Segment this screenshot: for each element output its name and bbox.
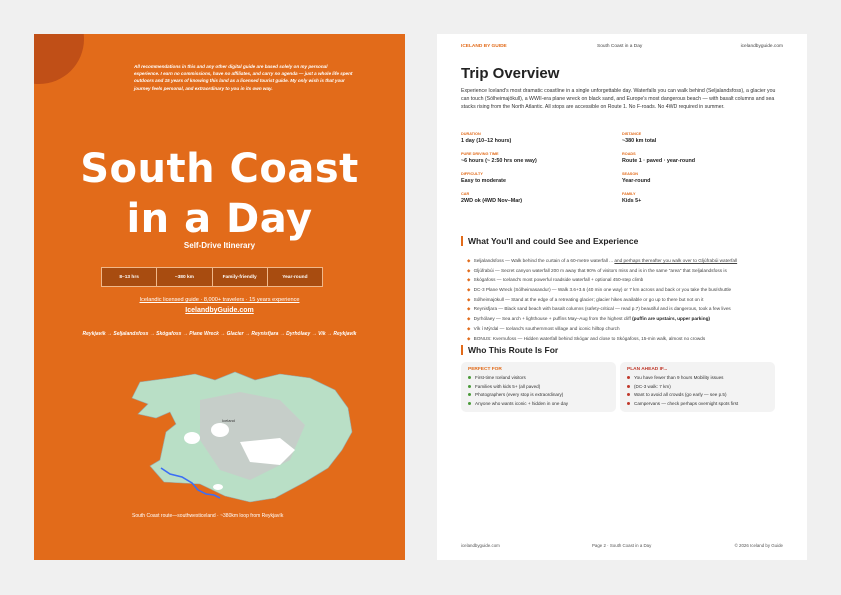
website-link[interactable]: IcelandbyGuide.com [185,307,254,314]
intro-text: Experience Iceland's most dramatic coastline in a single unforgettable day. Waterfalls you can walk behind (Seljalandsfoss), a glacier you can touch (Sólheimajökull), a WWII-era plane wreck on black sand, and Europe's most dangerous beach — with basalt columns and sea stacks rising from the North Atlantic. All stops are accessible on Route 1. No F-roads. No 4WD required in summer. [461,88,776,110]
list-item: ◆ DC-3 Plane Wreck (Sólheimasandur) — Walk 3.6+3.6 (40 min one way) or 7 km across and back or you take the bus/shuttle [467,287,732,293]
list-item: ◆ Vík í Mýrdal — Iceland's southernmost village and iconic hilltop church [467,325,620,331]
list-item: You have fewer than 9 hours Mobility issues [627,374,768,383]
header-site: icelandbyguide.com [740,44,783,49]
list-item: ◆ Gljúfrabúi — Secret canyon waterfall 200 m away that 90% of visitors miss and is in the same "area" that Seljalandsfoss is [467,267,727,273]
plan-ahead-card: PLAN AHEAD IF... You have fewer than 9 hours Mobility issues (DC-3 walk: 7 km) Want to avoid all crowds (go early — see p.5) Campervans — check perhaps overnight spots first [620,362,775,412]
page-title: Trip Overview [461,65,560,82]
perfect-for-card: PERFECT FOR First-time Iceland visitors Families with kids 5+ (all paved) Photographers (every stop is extraordinary) Anyone who wants iconic + hidden in one day [461,362,616,412]
bullet-icon [468,385,471,388]
footer-page: Page 2 · South Coast in a Day [592,543,652,548]
iceland-route-map [130,370,360,505]
list-item: ◆ Seljalandsfoss — Walk behind the curtain of a 60-metre waterfall ... and perhaps thereafter you walk over to Gljúfrabúi waterfall [467,258,738,263]
bullet-icon: ◆ [467,287,471,293]
corner-decoration [34,34,84,84]
chip-hours: 8–13 hrs [102,268,157,286]
header-title: South Coast in a Day [597,44,643,49]
stops-list [467,256,797,343]
bullet-icon: ◆ [467,277,471,283]
title-line-2: in a Day [126,196,313,242]
chip-season: Year-round [268,268,322,286]
fact: SEASON Year-round [622,172,651,184]
bullet-icon [627,393,630,396]
fact: ROADS Route 1 · paved · year-round [622,152,696,164]
bullet-icon: ◆ [467,316,471,322]
footer-site: icelandbyguide.com [461,543,500,548]
list-item: First-time Iceland visitors [468,374,609,383]
list-item: ◆ Reynisfjara — Black sand beach with basalt columns (safety-critical — read p.7) beautiful and is dangerous, took a few lives [467,306,731,312]
cover-page [34,34,405,560]
cover-subtitle: Self-Drive Itinerary [183,241,256,250]
list-item: ◆ BONUS: Kvernufoss — Hidden waterfall behind Skógar and close to Skógafoss, 15-min walk, almost no crowds [467,335,706,341]
bullet-icon [627,376,630,379]
fact: FAMILY Kids 5+ [622,192,642,204]
title-line-1: South Coast [80,146,359,192]
bullet-icon: ◆ [467,296,471,302]
list-item: ◆ Dyrhólaey — Sea arch + lighthouse + puffins May–Aug from the highest cliff (puffin are upstairs, upper parking) [467,316,710,322]
bullet-icon [468,376,471,379]
bullet-icon: ◆ [467,335,471,341]
footer-copyright: © 2026 Iceland by Guide [734,543,783,548]
list-item: (DC-3 walk: 7 km) [627,383,768,392]
bullet-icon: ◆ [467,325,471,331]
bullet-icon: ◆ [467,306,471,312]
fact: DIFFICULTY Easy to moderate [461,172,506,184]
overview-page [437,34,807,560]
bullet-icon: ◆ [467,258,471,263]
bullet-icon [627,402,630,405]
chip-family: Family-friendly [213,268,268,286]
bullet-icon: ◆ [467,267,471,273]
list-item: Families with kids 5+ (all paved) [468,383,609,392]
fact: PURE DRIVING TIME ~6 hours (~ 2:50 hrs one way) [461,152,537,164]
route-summary: Reykjavík → Seljalandsfoss → Skógafoss → Plane Wreck → Glacier → Reynisfjara → Dyrhólaey → Vík → Reykjavík [82,331,357,337]
info-chips [101,267,323,287]
bullet-icon [627,385,630,388]
cover-title [34,144,405,244]
bullet-icon [468,402,471,405]
chip-distance: ~380 km [157,268,212,286]
disclaimer: All recommendations in this and any other digital guide are based solely on my personal experience. I earn no commissions, have no affiliates, and carry no agenda — just a whole life spent outdoors and 15 years of knowing this land as a licensed tourist guide. My only wish is that your journey feels personal, and extraordinary to you in its own way. [134,64,353,91]
list-item: Anyone who wants iconic + hidden in one day [468,400,609,409]
fact: DURATION 1 day (10–12 hours) [461,132,512,144]
map-label-iceland: Iceland [222,418,235,423]
fact: CAR 2WD ok (4WD Nov–Mar) [461,192,523,204]
gljufrabui-link[interactable]: and perhaps thereafter you walk over to Gljúfrabúi waterfall [614,258,738,263]
who-heading: Who This Route Is For [461,345,558,355]
see-heading: What You'll and could See and Experience [461,236,638,246]
list-item: Campervans — check perhaps overnight spots first [627,400,768,409]
fact: DISTANCE ~380 km total [622,132,657,144]
list-item: ◆ Skógafoss — Iceland's most powerful roadside waterfall + optional 450-step climb [467,277,644,283]
guide-credentials-link[interactable]: Icelandic licensed guide · 8,000+ travelers · 15 years experience [139,297,300,303]
list-item: ◆ Sólheimajökull — Stand at the edge of a retreating glacier; glacier hikes available or go up to there but not on it [467,296,704,302]
list-item: Photographers (every stop is extraordinary) [468,391,609,400]
trip-facts [461,132,783,204]
brand-header: ICELAND BY GUIDE [461,44,507,49]
list-item: Want to avoid all crowds (go early — see p.5) [627,391,768,400]
map-caption: South Coast route—southwesticeland · ~380km loop from Reykjavík [132,513,284,519]
bullet-icon [468,393,471,396]
